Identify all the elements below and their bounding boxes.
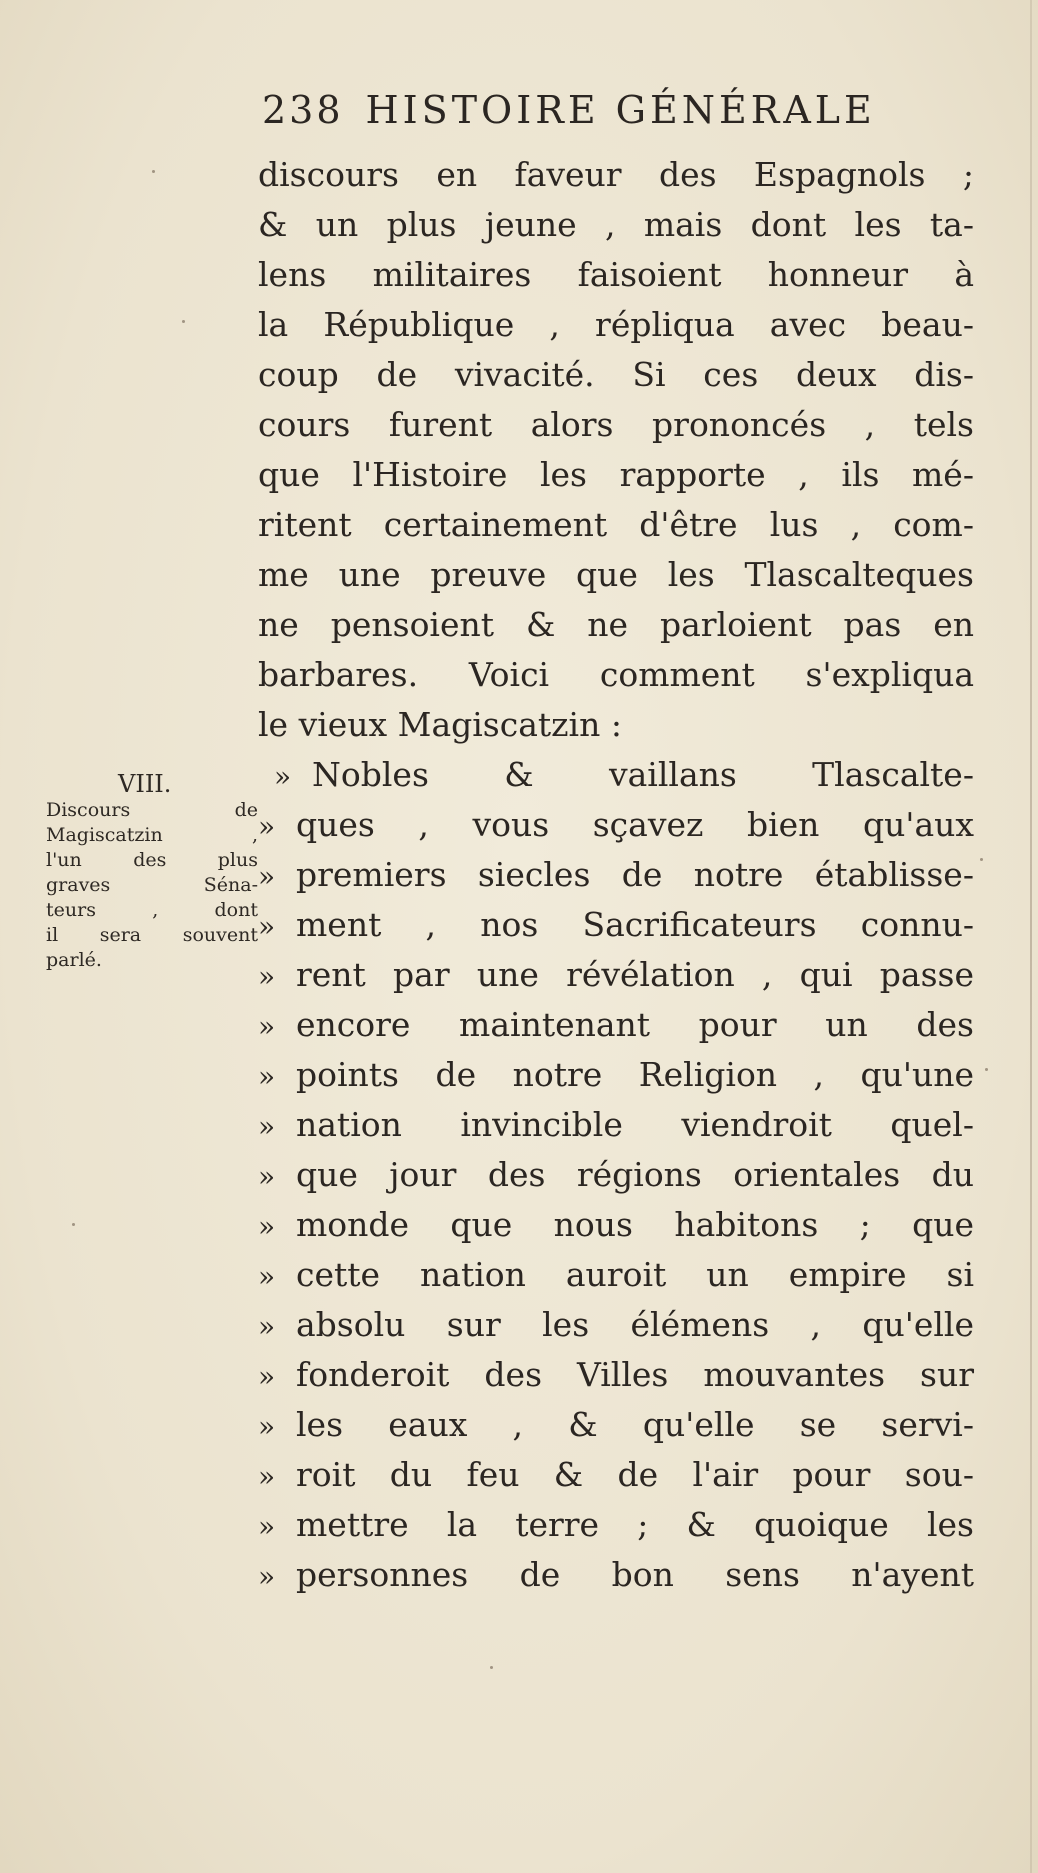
quote-mark: » bbox=[258, 1160, 276, 1193]
quoted-line-text: monde que nous habitons ; que bbox=[296, 1205, 974, 1244]
quoted-line bbox=[258, 750, 974, 800]
quote-mark: » bbox=[258, 1560, 276, 1593]
quote-mark: » bbox=[258, 1410, 276, 1443]
text-line: que l'Histoire les rapporte , ils mé- bbox=[258, 455, 974, 494]
marginal-note-line: parlé. bbox=[46, 949, 102, 971]
quoted-line-text: ques , vous sçavez bien qu'aux bbox=[296, 805, 974, 844]
marginal-note-line: graves Séna- bbox=[46, 874, 258, 896]
quoted-line-text: premiers siecles de notre établisse- bbox=[296, 855, 974, 894]
text-line: me une preuve que les Tlascalteques bbox=[258, 555, 974, 594]
quoted-line-text: que jour des régions orientales du bbox=[296, 1155, 974, 1194]
quoted-line-text: points de notre Religion , qu'une bbox=[296, 1055, 974, 1094]
paper-speck bbox=[72, 1223, 75, 1226]
marginal-note-line: l'un des plus bbox=[46, 849, 258, 871]
quote-mark: » bbox=[258, 1260, 276, 1293]
quoted-line bbox=[258, 1550, 974, 1600]
quote-mark: » bbox=[258, 1110, 276, 1143]
text-line: discours en faveur des Espagnols ; bbox=[258, 155, 974, 194]
marginal-note-line: Discours de bbox=[46, 799, 258, 821]
quoted-line bbox=[258, 1500, 974, 1550]
text-line: coup de vivacité. Si ces deux dis- bbox=[258, 355, 974, 394]
quote-mark: » bbox=[258, 960, 276, 993]
quote-mark: » bbox=[258, 1310, 276, 1343]
quoted-line-text: les eaux , & qu'elle se servi- bbox=[296, 1405, 974, 1444]
main-text bbox=[258, 150, 974, 1600]
quoted-line bbox=[258, 1200, 974, 1250]
quoted-line bbox=[258, 1250, 974, 1300]
quote-mark: » bbox=[258, 810, 276, 843]
quote-mark: » bbox=[258, 1010, 276, 1043]
marginal-note-line: teurs , dont bbox=[46, 899, 258, 921]
quoted-line-text: rent par une révélation , qui passe bbox=[296, 955, 974, 994]
quoted-line-text: mettre la terre ; & quoique les bbox=[296, 1505, 974, 1544]
running-header bbox=[262, 88, 962, 138]
marginal-note-line: Magiscatzin , bbox=[46, 824, 258, 846]
page-number: 238 bbox=[262, 88, 344, 132]
text-line: ne pensoient & ne parloient pas en bbox=[258, 605, 974, 644]
quoted-line bbox=[258, 1000, 974, 1050]
text-line: la République , répliqua avec beau- bbox=[258, 305, 974, 344]
quoted-line bbox=[258, 800, 974, 850]
text-line: & un plus jeune , mais dont les ta- bbox=[258, 205, 974, 244]
text-line: barbares. Voici comment s'expliqua bbox=[258, 655, 974, 694]
quoted-line-text: encore maintenant pour un des bbox=[296, 1005, 974, 1044]
quoted-line-text: cette nation auroit un empire si bbox=[296, 1255, 974, 1294]
quoted-line-text: absolu sur les élémens , qu'elle bbox=[296, 1305, 974, 1344]
paper-speck bbox=[182, 320, 185, 323]
quote-mark: » bbox=[258, 1360, 276, 1393]
quoted-line-text: ment , nos Sacrificateurs connu- bbox=[296, 905, 974, 944]
quote-mark: » bbox=[274, 760, 292, 793]
quoted-speech bbox=[258, 750, 974, 1600]
quoted-line bbox=[258, 1350, 974, 1400]
quoted-line bbox=[258, 900, 974, 950]
quote-mark: » bbox=[258, 1060, 276, 1093]
paper-speck bbox=[985, 1068, 988, 1071]
marginal-note bbox=[46, 770, 258, 973]
paper-speck bbox=[152, 170, 155, 173]
marginal-note-number: VIII. bbox=[118, 770, 172, 798]
quote-mark: » bbox=[258, 1460, 276, 1493]
text-line: le vieux Magiscatzin : bbox=[258, 705, 622, 744]
quoted-line bbox=[258, 950, 974, 1000]
quoted-line-text: nation invincible viendroit quel- bbox=[296, 1105, 974, 1144]
quoted-line-text: fonderoit des Villes mouvantes sur bbox=[296, 1355, 974, 1394]
text-line: lens militaires faisoient honneur à bbox=[258, 255, 974, 294]
text-line: ritent certainement d'être lus , com- bbox=[258, 505, 974, 544]
quote-mark: » bbox=[258, 860, 276, 893]
quoted-line-text: roit du feu & de l'air pour sou- bbox=[296, 1455, 974, 1494]
quote-mark: » bbox=[258, 1510, 276, 1543]
quoted-line bbox=[258, 1400, 974, 1450]
text-line: cours furent alors prononcés , tels bbox=[258, 405, 974, 444]
running-title: HISTOIRE GÉNÉRALE bbox=[365, 88, 876, 132]
quoted-line-text: Nobles & vaillans Tlascalte- bbox=[312, 755, 974, 794]
paper-speck bbox=[980, 858, 983, 861]
marginal-note-line: il sera souvent bbox=[46, 924, 258, 946]
page-gutter bbox=[1030, 0, 1032, 1873]
quote-mark: » bbox=[258, 910, 276, 943]
quoted-line bbox=[258, 1450, 974, 1500]
paper-speck bbox=[490, 1666, 493, 1669]
quoted-line bbox=[258, 850, 974, 900]
quoted-line bbox=[258, 1100, 974, 1150]
quoted-line-text: personnes de bon sens n'ayent bbox=[296, 1555, 974, 1594]
quoted-line bbox=[258, 1050, 974, 1100]
quote-mark: » bbox=[258, 1210, 276, 1243]
quoted-line bbox=[258, 1300, 974, 1350]
quoted-line bbox=[258, 1150, 974, 1200]
